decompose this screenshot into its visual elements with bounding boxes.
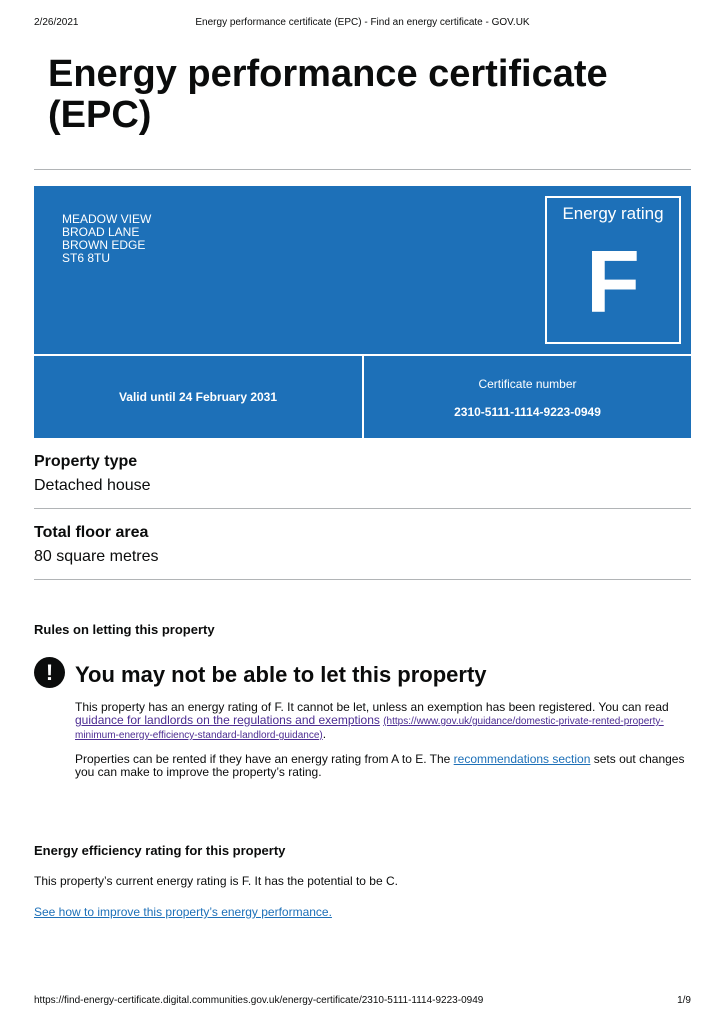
efficiency-text: This property’s current energy rating is F. It has the potential to be C. (34, 874, 398, 888)
warning-text-end: . (322, 727, 327, 741)
energy-rating-box (545, 196, 681, 344)
rental-text: Properties can be rented if they have an energy rating from A to E. The (75, 752, 454, 766)
warning-icon: ! (34, 657, 65, 688)
warning-title: You may not be able to let this property (75, 662, 487, 687)
divider (34, 508, 691, 509)
letting-rules-heading: Rules on letting this property (34, 622, 215, 637)
efficiency-heading: Energy efficiency rating for this property (34, 843, 286, 858)
divider (34, 579, 691, 580)
warning-text: This property has an energy rating of F. It cannot be let, unless an exemption has been registered. You can read (75, 700, 669, 714)
address-postcode: ST6 8TU (62, 251, 111, 265)
validity-panel (34, 356, 362, 438)
landlord-guidance-url[interactable]: (https://www.gov.uk/guidance/domestic-private-rented-property-minimum-energy-efficiency-standard-landlord-guidance) (75, 716, 664, 741)
certificate-number-value: 2310-5111-1114-9223-0949 (454, 405, 601, 419)
address-line-2: BROAD LANE (62, 225, 140, 239)
certificate-number-label: Certificate number (478, 377, 577, 391)
warning-paragraph-1 (75, 701, 685, 742)
certificate-number-panel (364, 356, 691, 438)
page-title: Energy performance certificate (EPC) (48, 53, 608, 136)
print-url: https://find-energy-certificate.digital.communities.gov.uk/energy-certificate/2310-5111-1114-9223-0949 (34, 995, 484, 1006)
rental-text-end: sets out changes you can make to improve the property’s rating. (75, 752, 685, 779)
valid-until: Valid until 24 February 2031 (118, 390, 278, 404)
floor-area-value: 80 square metres (34, 548, 159, 565)
recommendations-link[interactable]: recommendations section (453, 752, 591, 766)
epc-summary-panel (34, 186, 691, 354)
address-line-3: BROWN EDGE (62, 238, 146, 252)
improve-performance-link[interactable]: See how to improve this property’s energy performance. (34, 905, 332, 919)
floor-area-key: Total floor area (34, 524, 149, 541)
page-number: 1/9 (677, 995, 691, 1006)
property-type-value: Detached house (34, 477, 151, 494)
print-doc-title: Energy performance certificate (EPC) - Find an energy certificate - GOV.UK (195, 17, 530, 28)
property-address (62, 213, 151, 265)
print-header (34, 17, 691, 31)
warning-paragraph-2 (75, 753, 685, 779)
print-date: 2/26/2021 (34, 17, 79, 28)
energy-rating-letter: F (586, 232, 640, 331)
property-type-key: Property type (34, 453, 138, 470)
energy-rating-label: Energy rating (562, 204, 664, 223)
divider (34, 169, 691, 170)
landlord-guidance-link[interactable]: guidance for landlords on the regulations and exemptions (75, 713, 380, 727)
address-line-1: MEADOW VIEW (62, 212, 152, 226)
